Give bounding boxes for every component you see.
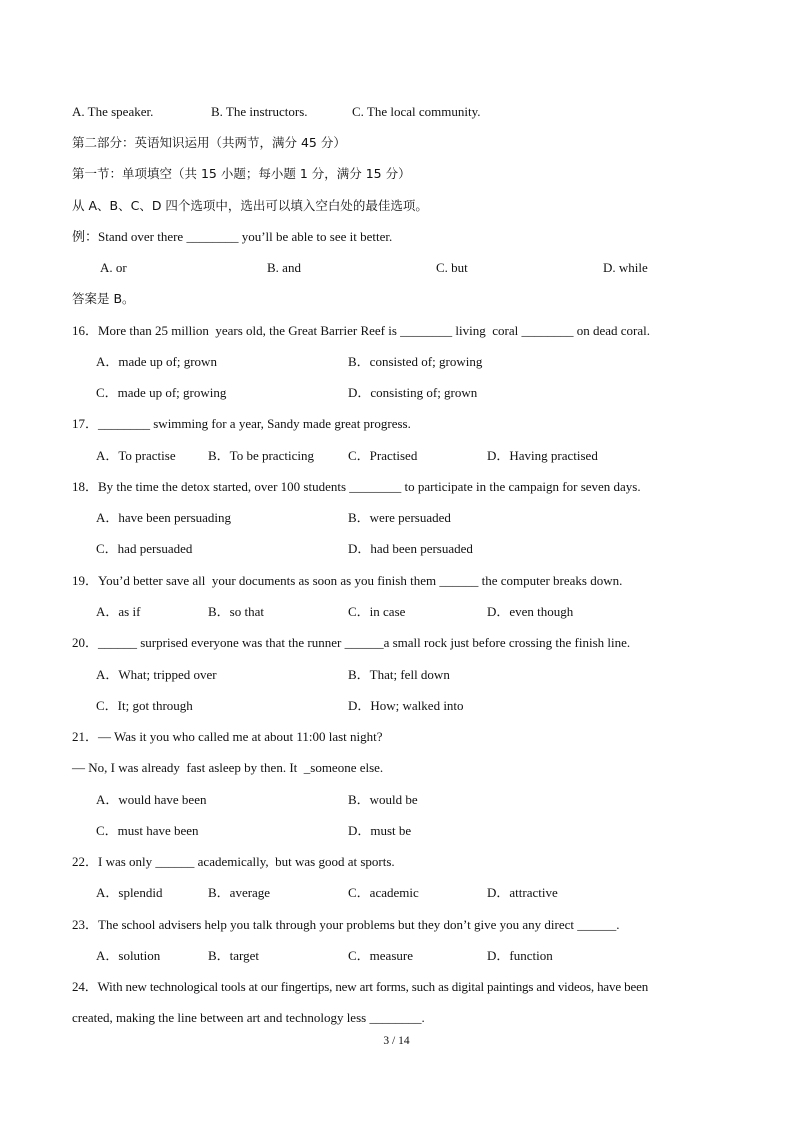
question-19-option-a: A．as if bbox=[96, 604, 141, 619]
question-16-option-d: D．consisting of; grown bbox=[348, 385, 478, 400]
question-17-option-d: D．Having practised bbox=[487, 448, 598, 463]
question-24-stem: 24．With new technological tools at our fingertips, new art forms, such as digital paintings and videos, have been bbox=[72, 979, 649, 994]
question-22-option-c: C．academic bbox=[348, 885, 419, 900]
example-option-c: C. but bbox=[436, 260, 468, 275]
top-option-a: A. The speaker. bbox=[72, 104, 154, 119]
section2-title: 第二部分：英语知识运用（共两节，满分 45 分） bbox=[72, 135, 346, 150]
question-22-stem: 22．I was only ______ academically, but was good at sports. bbox=[72, 854, 395, 869]
question-16-option-a: A．made up of; grown bbox=[96, 354, 217, 369]
example-option-a: A. or bbox=[100, 260, 127, 275]
question-20-option-b: B．That; fell down bbox=[348, 667, 450, 682]
question-18-stem: 18．By the time the detox started, over 100 students ________ to participate in the campaign for seven days. bbox=[72, 479, 641, 494]
question-20-option-d: D．How; walked into bbox=[348, 698, 464, 713]
question-18-option-d: D．had been persuaded bbox=[348, 541, 473, 556]
question-21-option-a: A．would have been bbox=[96, 792, 207, 807]
question-19-stem: 19．You’d better save all your documents as soon as you finish them ______ the computer breaks down. bbox=[72, 573, 623, 588]
question-19-option-c: C．in case bbox=[348, 604, 406, 619]
question-17-stem: 17．________ swimming for a year, Sandy made great progress. bbox=[72, 416, 411, 431]
question-23-option-b: B．target bbox=[208, 948, 260, 963]
example-stem: 例：Stand over there ________ you’ll be able to see it better. bbox=[72, 229, 393, 244]
question-16-option-c: C．made up of; growing bbox=[96, 385, 227, 400]
question-17-option-b: B．To be practicing bbox=[208, 448, 314, 463]
top-option-c: C. The local community. bbox=[352, 104, 481, 119]
question-19-option-d: D．even though bbox=[487, 604, 574, 619]
question-23-option-a: A．solution bbox=[96, 948, 161, 963]
question-23-option-d: D．function bbox=[487, 948, 553, 963]
question-18-option-a: A．have been persuading bbox=[96, 510, 232, 525]
question-23-stem: 23．The school advisers help you talk through your problems but they don’t give you any direct ______. bbox=[72, 917, 620, 932]
question-21-option-b: B．would be bbox=[348, 792, 418, 807]
question-18-option-b: B．were persuaded bbox=[348, 510, 451, 525]
question-20-stem: 20．______ surprised everyone was that the runner ______a small rock just before crossing the finish line. bbox=[72, 635, 631, 650]
question-19-option-b: B．so that bbox=[208, 604, 264, 619]
example-option-d: D. while bbox=[603, 260, 648, 275]
example-answer: 答案是 B。 bbox=[72, 291, 135, 306]
question-17-option-a: A．To practise bbox=[96, 448, 176, 463]
question-20-option-a: A．What; tripped over bbox=[96, 667, 217, 682]
question-22-option-d: D．attractive bbox=[487, 885, 558, 900]
question-23-option-c: C．measure bbox=[348, 948, 413, 963]
question-21-stem: 21．— Was it you who called me at about 11:00 last night? bbox=[72, 729, 383, 744]
question-22-option-a: A．splendid bbox=[96, 885, 163, 900]
question-16-option-b: B．consisted of; growing bbox=[348, 354, 483, 369]
question-24-stem-continued: created, making the line between art and technology less ________. bbox=[72, 1010, 425, 1025]
question-17-option-c: C．Practised bbox=[348, 448, 418, 463]
question-20-option-c: C．It; got through bbox=[96, 698, 193, 713]
instruction: 从 A、B、C、D 四个选项中，选出可以填入空白处的最佳选项。 bbox=[72, 198, 428, 213]
question-21-option-d: D．must be bbox=[348, 823, 412, 838]
example-option-b: B. and bbox=[267, 260, 301, 275]
top-option-b: B. The instructors. bbox=[211, 104, 308, 119]
question-21-stem-reply: — No, I was already fast asleep by then. It _someone else. bbox=[72, 760, 384, 775]
page-number: 3 / 14 bbox=[383, 1035, 410, 1047]
question-16-stem: 16．More than 25 million years old, the Great Barrier Reef is ________ living coral ________ on dead coral. bbox=[72, 323, 650, 338]
question-21-option-c: C．must have been bbox=[96, 823, 199, 838]
section1-title: 第一节：单项填空（共 15 小题；每小题 1 分，满分 15 分） bbox=[72, 166, 411, 181]
question-22-option-b: B．average bbox=[208, 885, 271, 900]
question-18-option-c: C．had persuaded bbox=[96, 541, 193, 556]
